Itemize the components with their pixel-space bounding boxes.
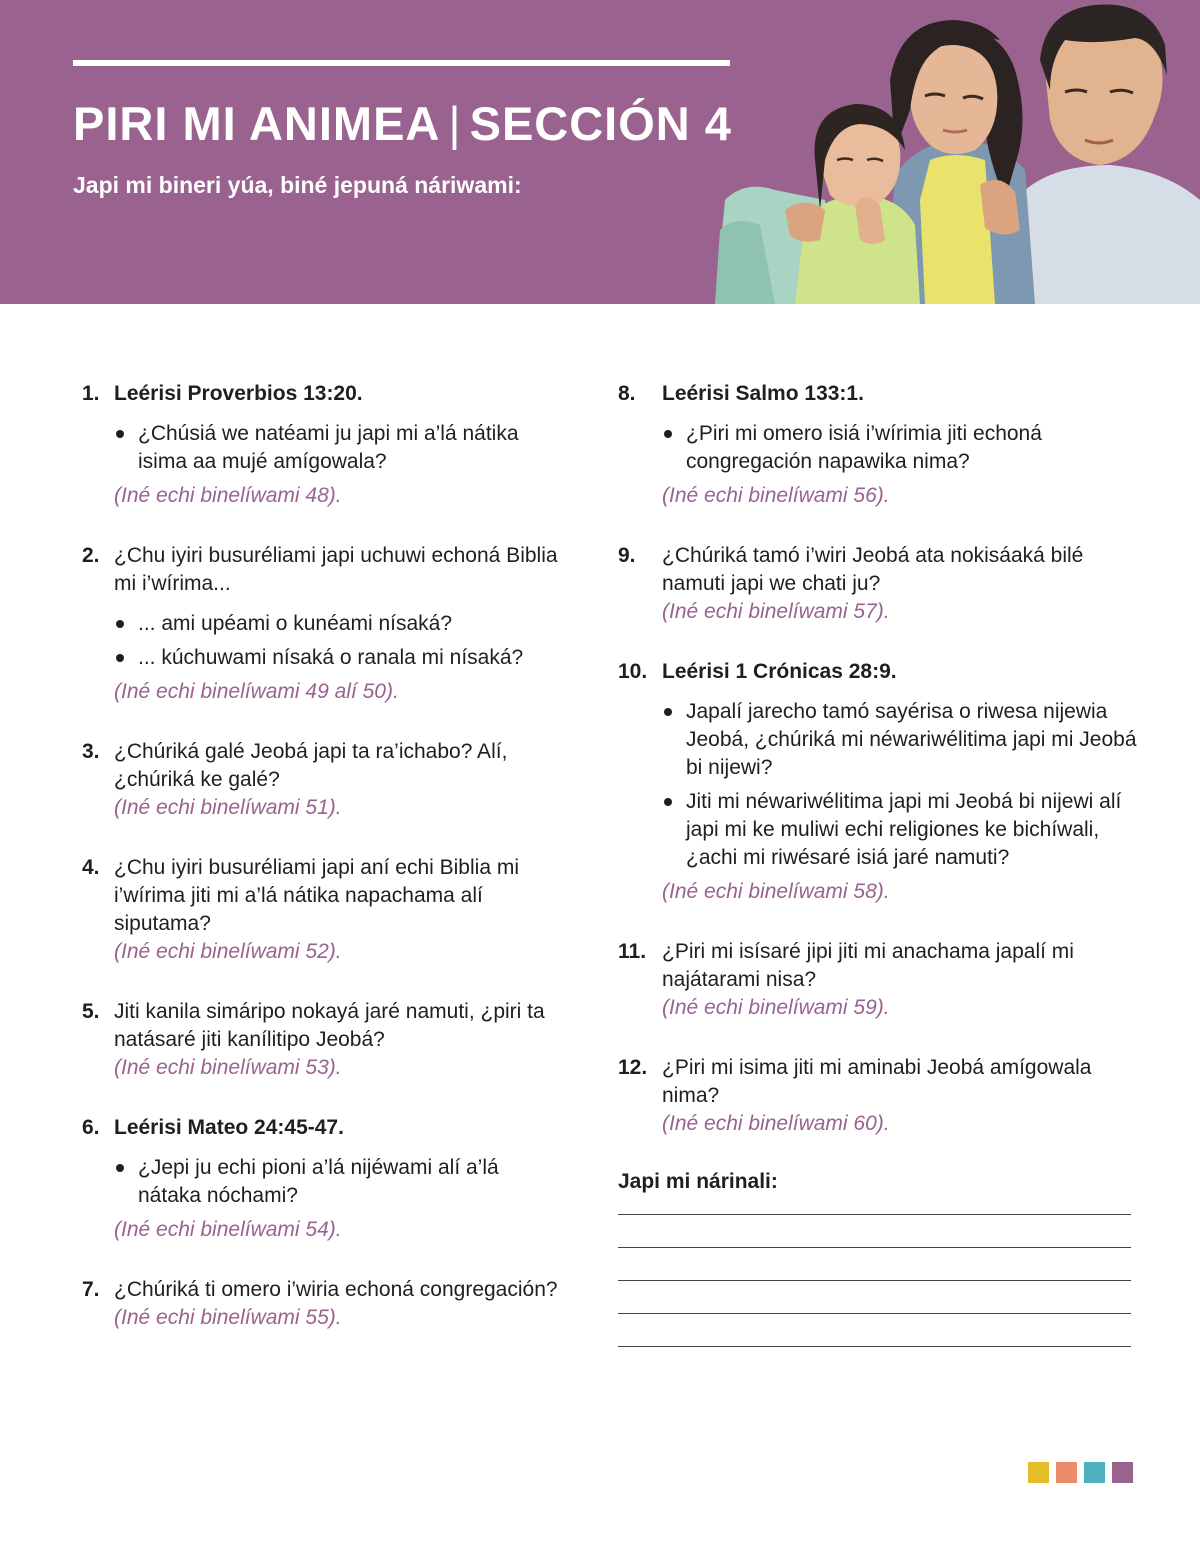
color-swatch <box>1112 1462 1133 1483</box>
reference-text: (Iné echi binelíwami 60). <box>662 1112 890 1135</box>
question-item <box>82 998 562 1082</box>
bullet-item: ¿Chúsiá we natéami ju japi mi a’lá nátika isima aa mujé amígowala? <box>114 420 562 476</box>
question-number: 8. <box>618 382 636 405</box>
question-text: Leérisi 1 Crónicas 28:9. <box>662 660 897 683</box>
question-item <box>82 1276 562 1332</box>
question-text: ¿Chúriká galé Jeobá japi ta ra’ichabo? Alí, ¿chúriká ke galé? <box>114 740 508 791</box>
notes-lines <box>618 1214 1138 1347</box>
question-number: 12. <box>618 1056 648 1079</box>
question-number: 11. <box>618 940 647 963</box>
note-line[interactable] <box>618 1214 1131 1215</box>
question-text: ¿Chu iyiri busuréliami japi uchuwi echoná Biblia mi i’wírima... <box>114 544 558 595</box>
question-number: 5. <box>82 1000 100 1023</box>
right-questions-column <box>618 380 1138 1379</box>
note-line[interactable] <box>618 1247 1131 1248</box>
question-item <box>82 854 562 966</box>
question-item <box>618 658 1138 906</box>
bullet-item: ... ami upéami o kunéami nísaká? <box>114 610 562 638</box>
question-text: ¿Chu iyiri busuréliami japi aní echi Biblia mi i’wírima jiti mi a’lá nátika napachama alí siputama? <box>114 856 519 935</box>
notes-section <box>618 1170 1138 1347</box>
page-subtitle: Japi mi bineri yúa, biné jepuná náriwami: <box>73 172 522 198</box>
question-text: ¿Piri mi isima jiti mi aminabi Jeobá amígowala nima? <box>662 1056 1092 1107</box>
question-item <box>618 380 1138 510</box>
bullet-item: ¿Jepi ju echi pioni a’lá nijéwami alí a’lá nátaka nóchami? <box>114 1154 562 1210</box>
question-bullets <box>662 698 1138 872</box>
reference-text: (Iné echi binelíwami 56). <box>662 484 890 507</box>
color-swatches <box>1028 1462 1133 1483</box>
note-line[interactable] <box>618 1346 1131 1347</box>
reference-text: (Iné echi binelíwami 57). <box>662 600 890 623</box>
question-number: 4. <box>82 856 100 879</box>
question-bullets <box>114 1154 562 1210</box>
reference-text: (Iné echi binelíwami 48). <box>114 484 342 507</box>
question-item <box>618 542 1138 626</box>
bullet-item: Japalí jarecho tamó sayérisa o riwesa nijewia Jeobá, ¿chúriká mi néwariwélitima japi mi Jeobá bi nijewi? <box>662 698 1138 782</box>
question-bullets <box>114 610 562 672</box>
reference-text: (Iné echi binelíwami 49 alí 50). <box>114 680 399 703</box>
question-item <box>618 938 1138 1022</box>
note-line[interactable] <box>618 1313 1131 1314</box>
question-number: 2. <box>82 544 100 567</box>
left-questions-column <box>82 380 562 1364</box>
family-praying-illustration-icon <box>715 0 1200 304</box>
question-text: Jiti kanila simáripo nokayá jaré namuti, ¿piri ta natásaré jiti kanílitipo Jeobá? <box>114 1000 545 1051</box>
question-number: 7. <box>82 1278 100 1301</box>
reference-text: (Iné echi binelíwami 55). <box>114 1306 342 1329</box>
question-text: ¿Chúriká ti omero i’wiria echoná congregación? <box>114 1278 558 1301</box>
color-swatch <box>1084 1462 1105 1483</box>
color-swatch <box>1056 1462 1077 1483</box>
color-swatch <box>1028 1462 1049 1483</box>
bullet-item: ... kúchuwami nísaká o ranala mi nísaká? <box>114 644 562 672</box>
question-item <box>82 1114 562 1244</box>
question-item <box>82 542 562 706</box>
question-number: 3. <box>82 740 100 763</box>
notes-label: Japi mi nárinali: <box>618 1170 778 1193</box>
question-text: Leérisi Mateo 24:45-47. <box>114 1116 344 1139</box>
question-number: 1. <box>82 382 100 405</box>
question-number: 6. <box>82 1116 100 1139</box>
reference-text: (Iné echi binelíwami 54). <box>114 1218 342 1241</box>
question-text: Leérisi Salmo 133:1. <box>662 382 864 405</box>
question-text: ¿Piri mi isísaré jipi jiti mi anachama japalí mi najátarami nisa? <box>662 940 1074 991</box>
question-bullets <box>662 420 1138 476</box>
reference-text: (Iné echi binelíwami 59). <box>662 996 890 1019</box>
question-item <box>82 380 562 510</box>
reference-text: (Iné echi binelíwami 51). <box>114 796 342 819</box>
question-bullets <box>114 420 562 476</box>
reference-text: (Iné echi binelíwami 52). <box>114 940 342 963</box>
reference-text: (Iné echi binelíwami 53). <box>114 1056 342 1079</box>
question-number: 10. <box>618 660 648 683</box>
header-rule <box>73 60 730 66</box>
question-text: ¿Chúriká tamó i’wiri Jeobá ata nokisáaká bilé namuti japi we chati ju? <box>662 544 1084 595</box>
bullet-item: ¿Piri mi omero isiá i’wírimia jiti echoná congregación napawika nima? <box>662 420 1138 476</box>
reference-text: (Iné echi binelíwami 58). <box>662 880 890 903</box>
page-header <box>0 0 1200 304</box>
question-number: 9. <box>618 544 636 567</box>
question-text: Leérisi Proverbios 13:20. <box>114 382 363 405</box>
question-item <box>82 738 562 822</box>
question-item <box>618 1054 1138 1138</box>
note-line[interactable] <box>618 1280 1131 1281</box>
bullet-item: Jiti mi néwariwélitima japi mi Jeobá bi nijewi alí japi mi ke muliwi echi religiones ke bichíwali, ¿achi mi riwésaré isiá jaré namuti? <box>662 788 1138 872</box>
page-title: PIRI MI ANIMEA | SECCIÓN 4 <box>73 97 732 150</box>
